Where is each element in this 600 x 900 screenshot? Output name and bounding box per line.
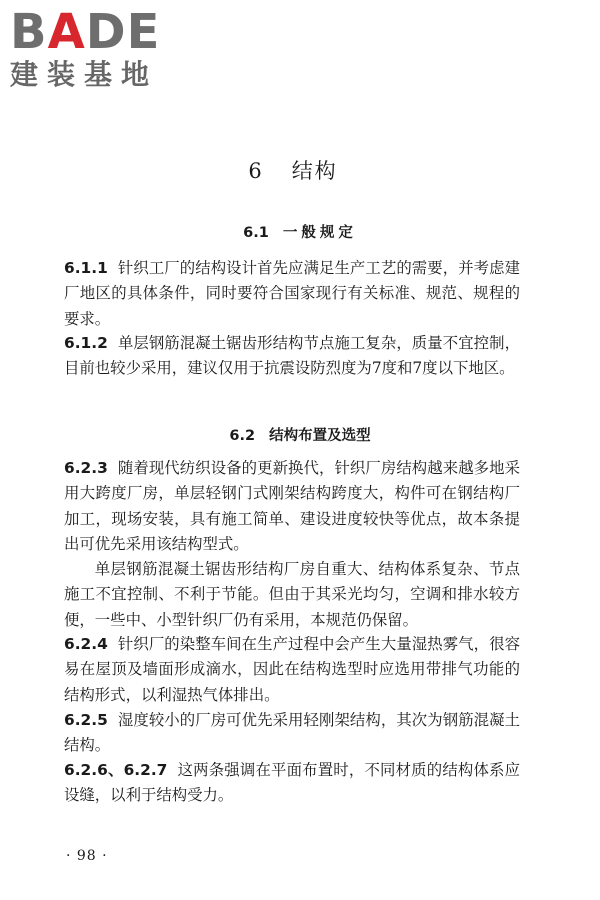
- logo-mark: BADE: [10, 4, 161, 60]
- section-number: 6.2: [229, 428, 256, 444]
- chapter-title-text: 结构: [291, 159, 338, 183]
- clause-6-2-3: [64, 456, 520, 557]
- clause-number: 6.2.3: [64, 459, 108, 477]
- bade-logo: [10, 4, 182, 92]
- clause-6-2-6-7: [64, 758, 520, 809]
- clause-text: 单层钢筋混凝土锯齿形结构节点施工复杂，质量不宜控制，目前也较少采用，建议仅用于抗震设防烈度为7度和7度以下地区。: [64, 334, 520, 378]
- clause-number: 6.2.4: [64, 635, 108, 653]
- section-title-6-1: [0, 221, 600, 242]
- clause-6-1-1: [64, 256, 520, 332]
- clause-text: 这两条强调在平面布置时，不同材质的结构体系应设缝，以利于结构受力。: [64, 761, 520, 805]
- clause-text: 湿度较小的厂房可优先采用轻刚架结构，其次为钢筋混凝土结构。: [64, 711, 520, 755]
- clause-text: 针织工厂的结构设计首先应满足生产工艺的需要，并考虑建厂地区的具体条件，同时要符合国家现行有关标准、规范、规程的要求。: [64, 259, 520, 328]
- clause-number: 6.2.6、6.2.7: [64, 761, 168, 779]
- clause-text: 针织厂的染整车间在生产过程中会产生大量湿热雾气，很容易在屋顶及墙面形成滴水，因此在结构选型时应选用带排气功能的结构形式，以利湿热气体排出。: [64, 635, 520, 704]
- logo-subtitle: 建装基地: [10, 58, 159, 91]
- page-number: · 98 ·: [66, 848, 108, 864]
- chapter-title: [0, 155, 600, 185]
- clause-6-1-2: [64, 331, 520, 382]
- clause-number: 6.2.5: [64, 711, 108, 729]
- section-number: 6.1: [243, 225, 269, 241]
- clause-6-2-3-note: [64, 557, 520, 633]
- clause-text: 单层钢筋混凝土锯齿形结构厂房自重大、结构体系复杂、节点施工不宜控制、不利于节能。但由于其采光均匀，空调和排水较方便，一些中、小型针织厂仍有采用，本规范仍保留。: [64, 560, 520, 629]
- clause-6-2-4: [64, 632, 520, 708]
- clause-number: 6.1.1: [64, 259, 108, 277]
- section-title-text: 结构布置及选型: [269, 428, 371, 444]
- clause-text: 随着现代纺织设备的更新换代，针织厂房结构越来越多地采用大跨度厂房，单层轻钢门式刚架结构跨度大，构件可在钢结构厂加工，现场安装，具有施工简单、建设进度较快等优点，故本条提出可优先采用该结构型式。: [64, 459, 520, 553]
- clause-number: 6.1.2: [64, 334, 108, 352]
- clause-6-2-5: [64, 708, 520, 759]
- section-title-text: 一般规定: [282, 225, 357, 241]
- chapter-number: 6: [248, 159, 264, 183]
- section-title-6-2: [0, 424, 600, 445]
